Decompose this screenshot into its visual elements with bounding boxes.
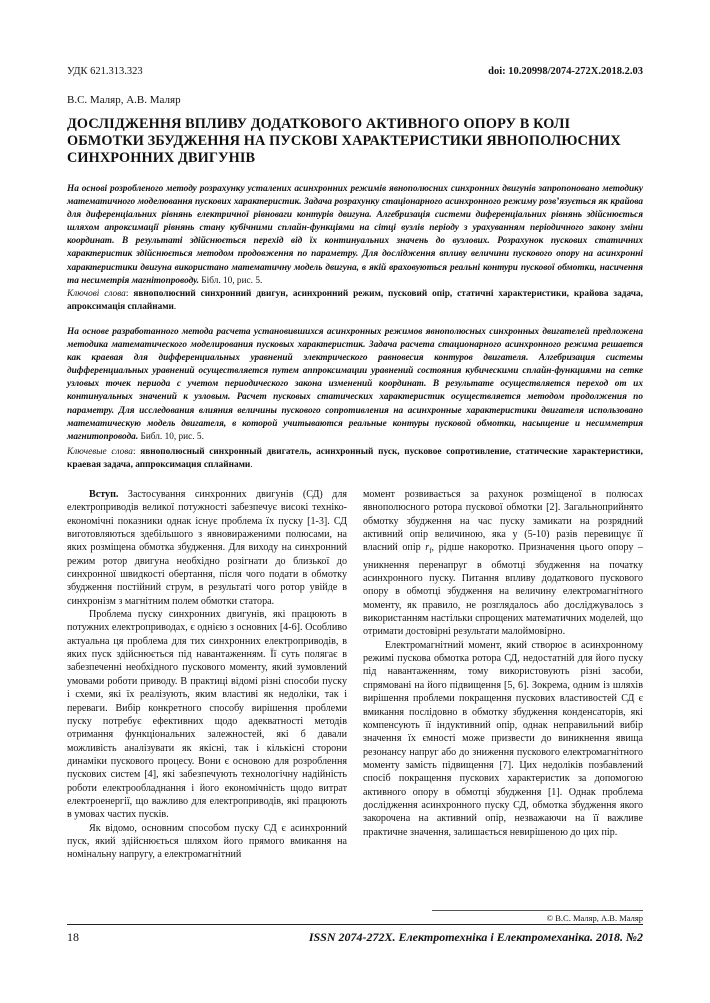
article-title: ДОСЛІДЖЕННЯ ВПЛИВУ ДОДАТКОВОГО АКТИВНОГО ОПОРУ В КОЛІ ОБМОТКИ ЗБУДЖЕННЯ НА ПУСКОВІ ХАРАКТЕРИСТИКИ ЯВНОПОЛЮСНИХ СИНХРОННИХ ДВИГУНІВ <box>67 116 621 166</box>
body-column-left <box>67 488 347 862</box>
doi: doi: 10.20998/2074-272X.2018.2.03 <box>488 66 643 77</box>
abstract-ua <box>67 183 643 288</box>
paragraph-4-part-a: момент розвивається за рахунок розміщеної в полюсах явнополюсного ротора пускової обмотки [2]. Загальноприйнято обмотку збудження на час пуску замикати на розрядний активний опір величиною, яка у (5-10) разів перевищує її власний опір <box>363 489 643 554</box>
keywords-ru-label: Ключевые слова <box>67 447 133 457</box>
abstract-ua-text: На основі розробленого методу розрахунку усталених асинхронних режимів явнополюсних синхронних двигунів запропоновано методику математичного моделювання пускових характеристик. Задача розрахунку стаціонарного асинхронного режиму розв’язується як крайова для диференціальних рівнянь електричної рівноваги контурів двигуна. Алгебризація системи диференціальних рівнянь здійснюється шляхом апроксимації рівнянь стану кубічними сплайн-функціями на сітці вузлів періоду з урахуванням періодичного закону зміни координат. В результаті здійснюється перехід від їх континуальних значень до вузлових. Розрахунок пускових статичних характеристик здійснюється методом продовження по параметру. Для дослідження впливу величини пускового опору на асинхронні характеристики двигуна використано математичну модель двигуна, в якій враховуються реальні контури пускової обмотки, насичення та несиметрія магнітопроводу. <box>67 184 643 286</box>
keywords-ru-text: явнополюсный синхронный двигатель, асинхронный пуск, пусковое сопротивление, статические характеристики, краевая задача, аппроксимация сплайнами <box>67 447 643 471</box>
keywords-ru: Ключевые слова: явнополюсный синхронный двигатель, асинхронный пуск, пусковое сопротивление, статические характеристики, краевая задача, аппроксимация сплайнами. <box>67 447 643 471</box>
authors: В.С. Маляр, А.В. Маляр <box>67 94 181 106</box>
copyright-rule <box>432 910 643 911</box>
abstract-ru <box>67 326 643 444</box>
abstract-ru-refs: Библ. 10, рис. 5. <box>140 431 204 442</box>
keywords-ua-label: Ключові слова <box>67 289 126 299</box>
paragraph-4-part-b: , рідше накоротко. Призначення цього опору – уникнення перенапруг в обмотці збудження на початку асинхронного пуску. Питання впливу додаткового пускового опору в обмотці збудження на величину електромагнітного моменту, як правило, не розглядалось або досліджувалось з використанням настільки спрощених математичних моделей, що отримати достовірні результати малоймовірно. <box>363 542 643 638</box>
keywords-ua-text: явнополюсний синхронний двигун, асинхронний режим, пусковий опір, статичні характеристики, крайова задача, апроксимація сплайнами <box>67 289 643 313</box>
abstract-ua-refs: Бібл. 10, рис. 5. <box>201 275 263 286</box>
resistance-symbol: r <box>425 542 430 554</box>
paragraph-4 <box>363 488 643 639</box>
paragraph-5: Електромагнітний момент, який створює в асинхронному режимі пускова обмотка ротора СД, недостатній для його пуску під навантаженням, тому використовують різні засоби, спрямовані на його підвищення [5, 6]. Зокрема, одним із шляхів вирішення проблеми покращення пускових властивостей СД є вмикання послідовно в обмотку збудження конденсаторів, які компенсують її індуктивний опір, однак неправильний вибір значення їх ємності може призвести до виникнення явища резонансу напруг або до зниження пускового електромагнітного моменту замість підвищення [7]. Цих недоліків позбавлений спосіб покращення пускових характеристик за допомогою активного опору в обмотці збудження [1]. Однак проблема дослідження асинхронного пуску СД, обмотка збудження якого закорочена на активний опір, незважаючи на її важливе практичне значення, залишається невирішеною до цих пір. <box>363 639 643 838</box>
abstract-ru-text: На основе разработанного метода расчета установившихся асинхронных режимов явнополюсных синхронных двигателей предложена методика математического моделирования пусковых характеристик. Задача расчета стационарного асинхронного режима решается как краевая для дифференциальных уравнений электрического равновесия контуров двигателя. Алгебризация системы дифференциальных уравнений осуществляется путем аппроксимации уравнений состояния кубическими сплайн-функциями на сетке узловых точек периода с учетом периодического закона изменений координат. В результате осуществляется переход от их континуальных значений к узловым. Расчет пусковых статических характеристик осуществляется методом продолжения по параметру. Для исследования влияния величины пускового сопротивления на асинхронные характеристики двигателя использовано математическую модель двигателя, в которой учитываются реальные контуры пусковой обмотки, насыщение и несимметрия магнитопровода. <box>67 327 643 442</box>
paragraph-1-text: Застосування синхронних двигунів (СД) для електроприводів великої потужності забезпечує високі техніко-економічні показники однак існує проблема їх пуску [1-3]. СД виготовляються здебільшого з явновираженими полюсами, на яких розміщена обмотка збудження. Для виходу на синхронний режим ротор двигуна необхідно розігнати до близької до синхронної швидкості обертання, після чого подати в обмотку збудження постійний струм, в результаті чого ротор увійде в синхронізм з магнітним полем обмотки статора. <box>67 489 347 607</box>
paragraph-3: Як відомо, основним способом пуску СД є асинхронний пуск, який здійснюється шляхом його прямого вмикання на номінальну напругу, а електромагнітний <box>67 822 347 861</box>
keywords-ua: Ключові слова: явнополюсний синхронний двигун, асинхронний режим, пусковий опір, статичні характеристики, крайова задача, апроксимація сплайнами. <box>67 289 643 313</box>
paragraph-2: Проблема пуску синхронних двигунів, які працюють в потужних електроприводах, є однією з основних [4-6]. Особливо актуальна ця проблема для тих синхронних електроприводів, в яких пуск здійснюється під навантаженням. Її суть полягає в забезпеченні необхідного пускового моменту, який зумовлений умовами роботи приводу. В практиці відомі різні способи пуску і схеми, які їх реалізують, яким властиві як недоліки, так і переваги. Вибір конкретного способу вирішення проблеми пуску потребує ефективних щодо адекватності методів отримання функціональних залежностей, які б давали можливість аналізувати як якісні, так і кількісні сторони динаміки пускового процесу. Вони є основою для розроблення пускових систем [4], які забезпечують технологічну надійність роботи електрообладнання і його економічність щодо витрат електроенергії, що важливо для електроприводів, які працюють в умовах частих пусків. <box>67 609 347 821</box>
paragraph-intro <box>67 488 347 608</box>
page-number: 18 <box>67 930 79 944</box>
body-column-right <box>363 488 643 839</box>
intro-label: Вступ. <box>89 489 119 500</box>
footer-rule <box>67 924 643 925</box>
udc-code: УДК 621.313.323 <box>67 66 143 77</box>
journal-info: ISSN 2074-272X. Електротехніка і Електромеханіка. 2018. №2 <box>308 930 643 944</box>
copyright: © В.С. Маляр, А.В. Маляр <box>546 913 643 923</box>
resistance-subscript: f <box>429 547 432 556</box>
